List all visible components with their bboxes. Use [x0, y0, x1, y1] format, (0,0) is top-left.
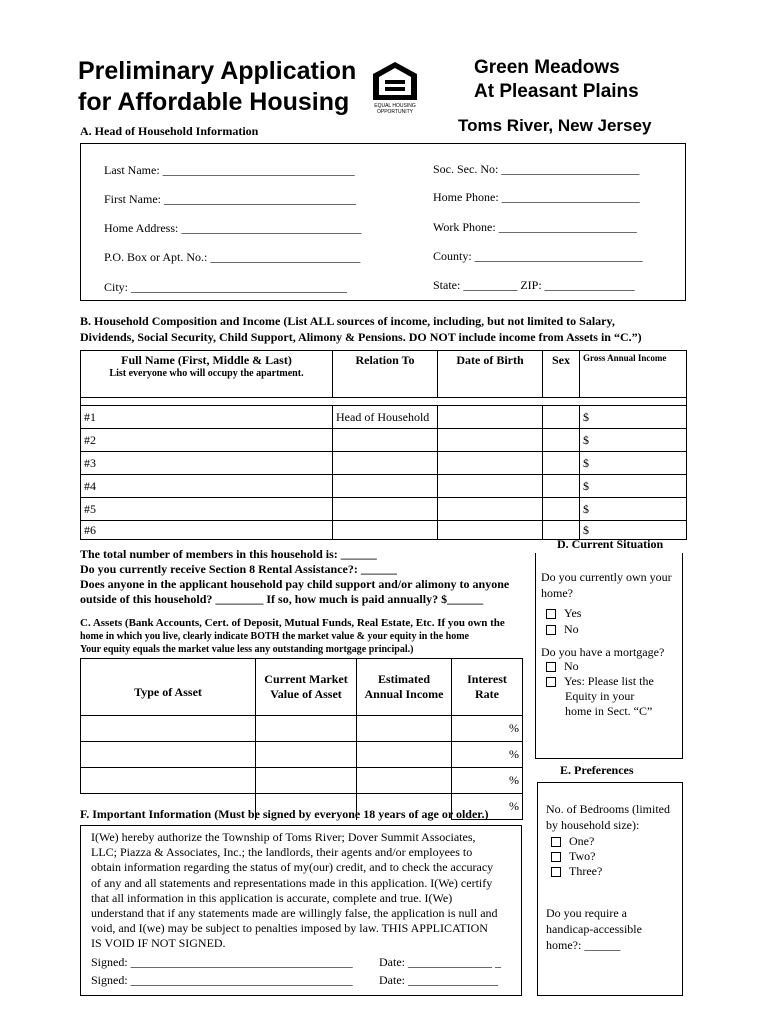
home-address-field[interactable]: Home Address: ______________________________ [104, 221, 362, 235]
checkbox-icon[interactable] [551, 852, 561, 862]
row-dob[interactable] [438, 498, 543, 521]
annual-income-cell[interactable] [357, 742, 452, 768]
equal-housing-logo-icon [370, 60, 420, 115]
col-asset-type: Type of Asset [81, 659, 256, 716]
last-name-field[interactable]: Last Name: ________________________________ [104, 163, 355, 177]
section-c-heading-line-3: Your equity equals the market value less any outstanding mortgage principal.) [80, 644, 414, 655]
authorization-line: I(We) hereby authorize the Township of Toms River; Dover Summit Associates, [91, 830, 476, 844]
table-row [81, 452, 687, 475]
table-row [81, 768, 523, 794]
interest-rate-cell[interactable]: % [452, 742, 523, 768]
bedrooms-question [546, 801, 670, 833]
mortgage-yes-line-3: home in Sect. “C” [565, 704, 653, 718]
po-box-field[interactable]: P.O. Box or Apt. No.: _________________________ [104, 250, 361, 264]
home-phone-field[interactable]: Home Phone: _______________________ [433, 190, 640, 204]
property-name [474, 56, 639, 104]
row-income[interactable]: $ [580, 406, 687, 429]
market-value-cell[interactable] [256, 742, 357, 768]
row-number[interactable]: #1 [81, 406, 333, 429]
row-dob[interactable] [438, 429, 543, 452]
row-relation[interactable] [333, 521, 438, 540]
first-name-field[interactable]: First Name: ________________________________ [104, 192, 356, 206]
col-market-value-line-1: Current Market [264, 672, 348, 686]
row-relation[interactable]: Head of Household [333, 406, 438, 429]
county-field[interactable]: County: ____________________________ [433, 249, 643, 263]
authorization-line: IS VOID IF NOT SIGNED. [91, 936, 226, 951]
mortgage-yes-label: Yes: Please list the [564, 674, 654, 688]
logo-text-1: EQUAL HOUSING [374, 103, 416, 109]
authorization-line: that all information in this application is accurate, complete and true. I(We) [91, 890, 453, 905]
row-sex[interactable] [543, 475, 580, 498]
child-support-question-line-1[interactable]: Does anyone in the applicant household pay child support and/or alimony to anyone [80, 577, 510, 591]
own-no-label: No [564, 622, 579, 636]
col-full-name [81, 351, 333, 398]
section-c-heading-line-1: C. Assets (Bank Accounts, Cert. of Deposit, Mutual Funds, Real Estate, Etc. If you own the [80, 617, 505, 629]
authorization-line: of any and all statements and representations made in this application. I(We) certify [91, 875, 493, 890]
bedroom-options [551, 834, 602, 879]
row-income[interactable]: $ [580, 452, 687, 475]
row-dob[interactable] [438, 521, 543, 540]
section-c-heading [80, 617, 505, 656]
row-income[interactable]: $ [580, 475, 687, 498]
asset-type-cell[interactable] [81, 716, 256, 742]
row-sex[interactable] [543, 406, 580, 429]
table-row [81, 429, 687, 452]
title-line-2: for Affordable Housing [78, 88, 350, 116]
market-value-cell[interactable] [256, 768, 357, 794]
members-question[interactable]: The total number of members in this household is: ______ [80, 547, 377, 561]
mortgage-options [546, 659, 654, 719]
authorization-line: understand that if any statements made are willingly false, the application is null and [91, 906, 498, 921]
section8-question[interactable]: Do you currently receive Section 8 Rental Assistance?: ______ [80, 562, 397, 576]
child-support-question-line-2[interactable]: outside of this household? ________ If so, how much is paid annually? $______ [80, 592, 484, 606]
table-row [81, 475, 687, 498]
interest-rate-cell[interactable]: % [452, 716, 523, 742]
checkbox-icon[interactable] [546, 677, 556, 687]
col-full-name-sub: List everyone who will occupy the apartment. [109, 368, 304, 379]
row-number[interactable]: #6 [81, 521, 333, 540]
assets-table [80, 658, 523, 820]
interest-rate-cell[interactable]: % [452, 768, 523, 794]
bedrooms-question-line-1: No. of Bedrooms (limited [546, 802, 670, 816]
mortgage-yes-option[interactable] [546, 674, 654, 689]
section-b-heading [80, 313, 642, 345]
row-sex[interactable] [543, 498, 580, 521]
col-gross-income: Gross Annual Income [580, 351, 687, 398]
ssn-field[interactable]: Soc. Sec. No: _______________________ [433, 162, 640, 176]
row-relation[interactable] [333, 475, 438, 498]
own-home-options [546, 605, 581, 637]
signature-line-1[interactable]: Signed: _____________________________________ [91, 955, 353, 969]
col-full-name-label: Full Name (First, Middle & Last) [121, 353, 292, 367]
row-dob[interactable] [438, 406, 543, 429]
row-number[interactable]: #3 [81, 452, 333, 475]
row-relation[interactable] [333, 498, 438, 521]
section-e-heading: E. Preferences [560, 763, 634, 777]
col-interest-rate-line-2: Rate [475, 687, 499, 701]
spacer-row [81, 398, 687, 406]
bedroom-three-label: Three? [569, 864, 603, 878]
col-market-value [256, 659, 357, 716]
handicap-question [546, 905, 642, 953]
signature-line-2[interactable]: Signed: _____________________________________ [91, 973, 353, 987]
col-sex: Sex [543, 351, 580, 398]
city-heading: Toms River, New Jersey [458, 116, 652, 135]
handicap-question-line-2: handicap-accessible [546, 922, 642, 936]
org-line-2: At Pleasant Plains [474, 81, 639, 102]
checkbox-icon[interactable] [546, 625, 556, 635]
own-no-option[interactable] [546, 621, 581, 637]
household-table [80, 350, 687, 540]
row-income[interactable]: $ [580, 498, 687, 521]
col-annual-income [357, 659, 452, 716]
annual-income-cell[interactable] [357, 716, 452, 742]
row-relation[interactable] [333, 429, 438, 452]
col-dob: Date of Birth [438, 351, 543, 398]
col-interest-rate [452, 659, 523, 716]
row-relation[interactable] [333, 452, 438, 475]
annual-income-cell[interactable] [357, 768, 452, 794]
market-value-cell[interactable] [256, 716, 357, 742]
own-home-question [541, 569, 672, 601]
section-c-heading-line-2: home in which you live, clearly indicate BOTH the market value & your equity in the home [80, 631, 469, 642]
table-row [81, 406, 687, 429]
mortgage-question: Do you have a mortgage? [541, 645, 665, 659]
mortgage-no-option[interactable] [546, 659, 654, 674]
logo-text-2: OPPORTUNITY [376, 109, 414, 115]
col-relation: Relation To [333, 351, 438, 398]
mortgage-yes-line-2: Equity in your [565, 689, 635, 703]
table-row [81, 742, 523, 768]
col-annual-income-line-2: Annual Income [364, 687, 444, 701]
work-phone-field[interactable]: Work Phone: _______________________ [433, 220, 637, 234]
section-a-heading: A. Head of Household Information [80, 124, 259, 138]
own-home-question-line-1: Do you currently own your [541, 570, 672, 584]
state-zip-field[interactable]: State: _________ ZIP: _______________ [433, 278, 635, 292]
org-line-1: Green Meadows [474, 57, 620, 78]
table-row [81, 716, 523, 742]
section-b-heading-line-1: B. Household Composition and Income (List ALL sources of income, including, but not limited to Salary, [80, 314, 615, 328]
col-annual-income-line-1: Estimated [378, 672, 430, 686]
section-b-heading-line-2: Dividends, Social Security, Child Support, Alimony & Pensions. DO NOT include income from Assets in “C.”) [80, 330, 642, 344]
row-dob[interactable] [438, 452, 543, 475]
bedroom-three-option[interactable] [551, 864, 602, 879]
asset-type-cell[interactable] [81, 742, 256, 768]
mortgage-no-label: No [564, 659, 579, 673]
row-dob[interactable] [438, 475, 543, 498]
row-number[interactable]: #5 [81, 498, 333, 521]
title-line-1: Preliminary Application [78, 57, 357, 85]
date-line-1[interactable]: Date: ______________ _ [379, 955, 501, 969]
checkbox-icon[interactable] [551, 837, 561, 847]
checkbox-icon[interactable] [546, 662, 556, 672]
own-yes-option[interactable] [546, 605, 581, 621]
bedroom-two-label: Two? [569, 849, 596, 863]
handicap-question-line-1: Do you require a [546, 906, 627, 920]
handicap-question-line-3[interactable]: home?: ______ [546, 938, 621, 952]
asset-type-cell[interactable] [81, 768, 256, 794]
own-home-question-line-2: home? [541, 586, 573, 600]
row-sex[interactable] [543, 429, 580, 452]
authorization-text [91, 830, 498, 952]
authorization-line: obtain information regarding the status of my(our) credit, and to check the accuracy [91, 860, 494, 875]
bedrooms-question-line-2: by household size): [546, 818, 640, 832]
section-d-heading: D. Current Situation [557, 537, 664, 551]
bedroom-one-label: One? [569, 834, 595, 848]
household-questions [80, 547, 509, 607]
authorization-line: LLC; Piazza & Associates, Inc.; the landlords, their agents and/or employees to [91, 845, 473, 860]
page-title [78, 56, 356, 118]
city-field[interactable]: City: ____________________________________ [104, 280, 348, 294]
table-row [81, 498, 687, 521]
interest-rate-cell[interactable]: % [452, 794, 523, 820]
section-f-heading: F. Important Information (Must be signed by everyone 18 years of age or older.) [80, 807, 489, 821]
col-market-value-line-2: Value of Asset [270, 687, 342, 701]
date-line-2[interactable]: Date: _______________ [379, 973, 498, 987]
checkbox-icon[interactable] [551, 867, 561, 877]
col-interest-rate-line-1: Interest [467, 672, 507, 686]
row-sex[interactable] [543, 452, 580, 475]
bedroom-two-option[interactable] [551, 849, 602, 864]
authorization-line: void, and I(we) may be subject to penalties imposed by law. THIS APPLICATION [91, 921, 488, 936]
own-yes-label: Yes [564, 606, 582, 620]
bedroom-one-option[interactable] [551, 834, 602, 849]
row-number[interactable]: #4 [81, 475, 333, 498]
row-income[interactable]: $ [580, 429, 687, 452]
row-income[interactable]: $ [580, 521, 687, 540]
row-number[interactable]: #2 [81, 429, 333, 452]
checkbox-icon[interactable] [546, 609, 556, 619]
